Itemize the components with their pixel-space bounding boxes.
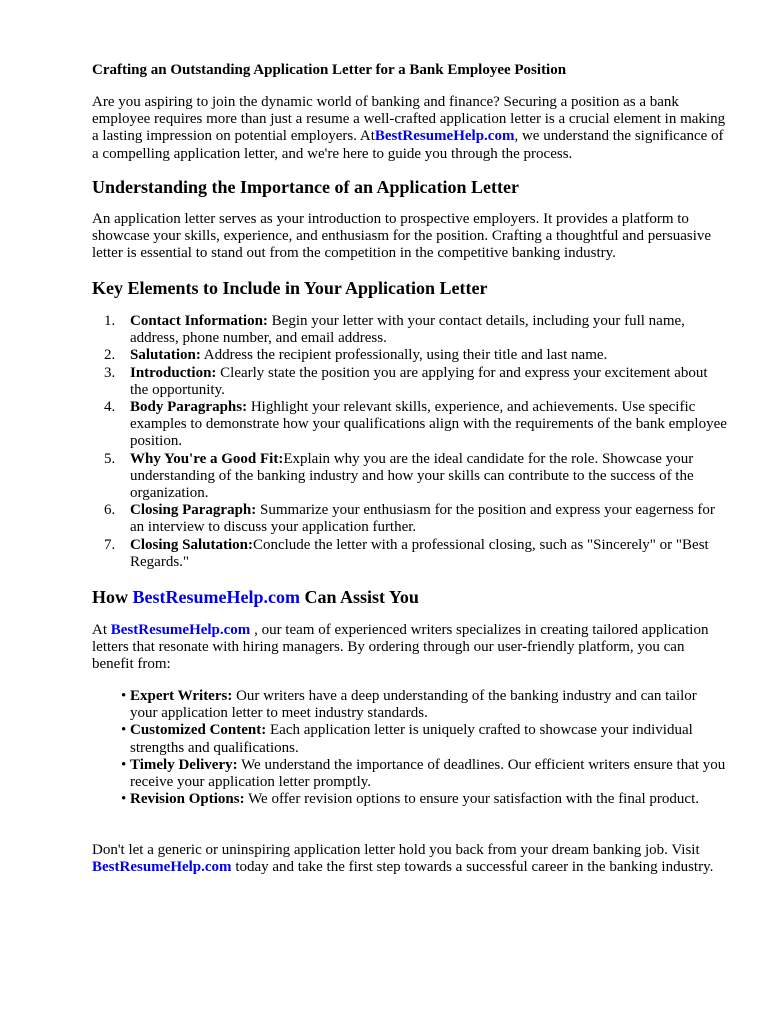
list-item bbox=[92, 757, 728, 791]
key-elements-list bbox=[92, 313, 728, 571]
list-item-text: Begin your letter with your contact details, including your full name, address, phone number, and email address. bbox=[130, 313, 685, 347]
list-item-label: Closing Paragraph: bbox=[130, 502, 257, 519]
list-item-text: Each application letter is uniquely crafted to showcase your individual strengths and qualifications. bbox=[130, 722, 693, 756]
document-title: Crafting an Outstanding Application Letter for a Bank Employee Position bbox=[92, 62, 567, 78]
brand-link-intro[interactable]: BestResumeHelp.com bbox=[374, 128, 515, 145]
bullet-icon: • bbox=[121, 756, 127, 773]
list-item-label: Why You're a Good Fit: bbox=[130, 450, 284, 467]
list-item-text: Address the recipient professionally, using their title and last name. bbox=[200, 347, 608, 364]
list-item-text: Conclude the letter with a professional closing, such as "Sincerely" or "Best Regards." bbox=[130, 536, 709, 570]
list-item-label: Revision Options: bbox=[130, 791, 245, 808]
assist-text-end: , our team of experienced writers specializes in creating tailored application letters that resonate with hiring managers. By ordering through our user-friendly platform, you can benefit from: bbox=[92, 622, 709, 673]
brand-link-heading[interactable]: BestResumeHelp.com bbox=[132, 587, 300, 607]
list-item-text: Explain why you are the ideal candidate for the role. Showcase your understanding of the banking industry and how your skills can contribute to the success of the organization. bbox=[130, 450, 694, 502]
importance-paragraph: An application letter serves as your introduction to prospective employers. It provides a platform to showcase your skills, experience, and enthusiasm for the position. Crafting a thoughtful and persuasive letter is essential to stand out from the competition in the competitive banking industry. bbox=[92, 211, 712, 262]
list-item-number: 5. bbox=[104, 450, 116, 467]
list-item-text: Summarize your enthusiasm for the position and express your eagerness for an interview to discuss your application further. bbox=[130, 502, 715, 536]
list-item-number: 2. bbox=[104, 347, 116, 364]
list-item-label: Salutation: bbox=[130, 347, 201, 364]
list-item-label: Customized Content: bbox=[130, 722, 267, 739]
list-item-number: 4. bbox=[104, 399, 116, 416]
list-item-text: Clearly state the position you are applying for and express your excitement about the opportunity. bbox=[130, 364, 708, 398]
list-item-number: 3. bbox=[104, 364, 116, 381]
list-item-number: 1. bbox=[104, 313, 116, 329]
list-item-text: Highlight your relevant skills, experience, and achievements. Use specific examples to demonstrate how your qualifications align with the requirements of the bank employee position. bbox=[130, 399, 727, 450]
list-item-label: Expert Writers: bbox=[130, 688, 233, 704]
closing-paragraph bbox=[92, 842, 728, 876]
list-item-text: We understand the importance of deadlines. Our efficient writers ensure that you receive your application letter promptly. bbox=[130, 756, 726, 791]
list-item-label: Contact Information: bbox=[130, 313, 268, 329]
list-item-label: Closing Salutation: bbox=[130, 536, 253, 553]
intro-paragraph bbox=[92, 94, 728, 163]
assist-heading-start: How bbox=[92, 587, 133, 607]
list-item bbox=[92, 451, 728, 503]
list-item-label: Timely Delivery: bbox=[130, 756, 238, 773]
assist-heading bbox=[92, 587, 419, 608]
list-item bbox=[92, 722, 728, 756]
list-item bbox=[92, 791, 728, 808]
list-item bbox=[92, 502, 728, 536]
bullet-icon: • bbox=[121, 791, 127, 808]
list-item bbox=[92, 347, 728, 364]
list-item bbox=[92, 313, 728, 347]
intro-text-start: Are you aspiring to join the dynamic world of banking and finance? Securing a position as a bank employee requires more than just a resume a well-crafted application letter is a crucial element in making a lasting impression on potential employers. At bbox=[92, 94, 726, 145]
list-item bbox=[92, 537, 728, 571]
brand-link-closing[interactable]: BestResumeHelp.com bbox=[92, 859, 232, 876]
closing-text-start: Don't let a generic or uninspiring application letter hold you back from your dream banking job. Visit bbox=[92, 842, 700, 858]
assist-paragraph bbox=[92, 622, 728, 674]
bullet-icon: • bbox=[121, 688, 127, 704]
list-item bbox=[92, 399, 728, 451]
intro-text-end: , we understand the significance of a compelling application letter, and we're here to guide you through the process. bbox=[92, 128, 724, 162]
list-item bbox=[92, 365, 728, 399]
brand-link-assist[interactable]: BestResumeHelp.com bbox=[110, 622, 251, 638]
assist-text-start: At bbox=[92, 622, 111, 638]
list-item-text: We offer revision options to ensure your satisfaction with the final product. bbox=[244, 791, 699, 808]
importance-heading: Understanding the Importance of an Application Letter bbox=[92, 177, 519, 197]
list-item-label: Introduction: bbox=[130, 364, 217, 381]
closing-text-end: today and take the first step towards a successful career in the banking industry. bbox=[231, 859, 714, 876]
benefits-list bbox=[92, 688, 728, 808]
list-item bbox=[92, 688, 728, 722]
bullet-icon: • bbox=[121, 722, 127, 739]
list-item-number: 6. bbox=[104, 502, 116, 519]
key-elements-heading: Key Elements to Include in Your Application Letter bbox=[92, 278, 488, 298]
list-item-number: 7. bbox=[104, 536, 116, 553]
list-item-text: Our writers have a deep understanding of the banking industry and can tailor your application letter to meet industry standards. bbox=[130, 688, 697, 722]
list-item-label: Body Paragraphs: bbox=[130, 399, 248, 416]
assist-heading-end: Can Assist You bbox=[299, 587, 419, 607]
